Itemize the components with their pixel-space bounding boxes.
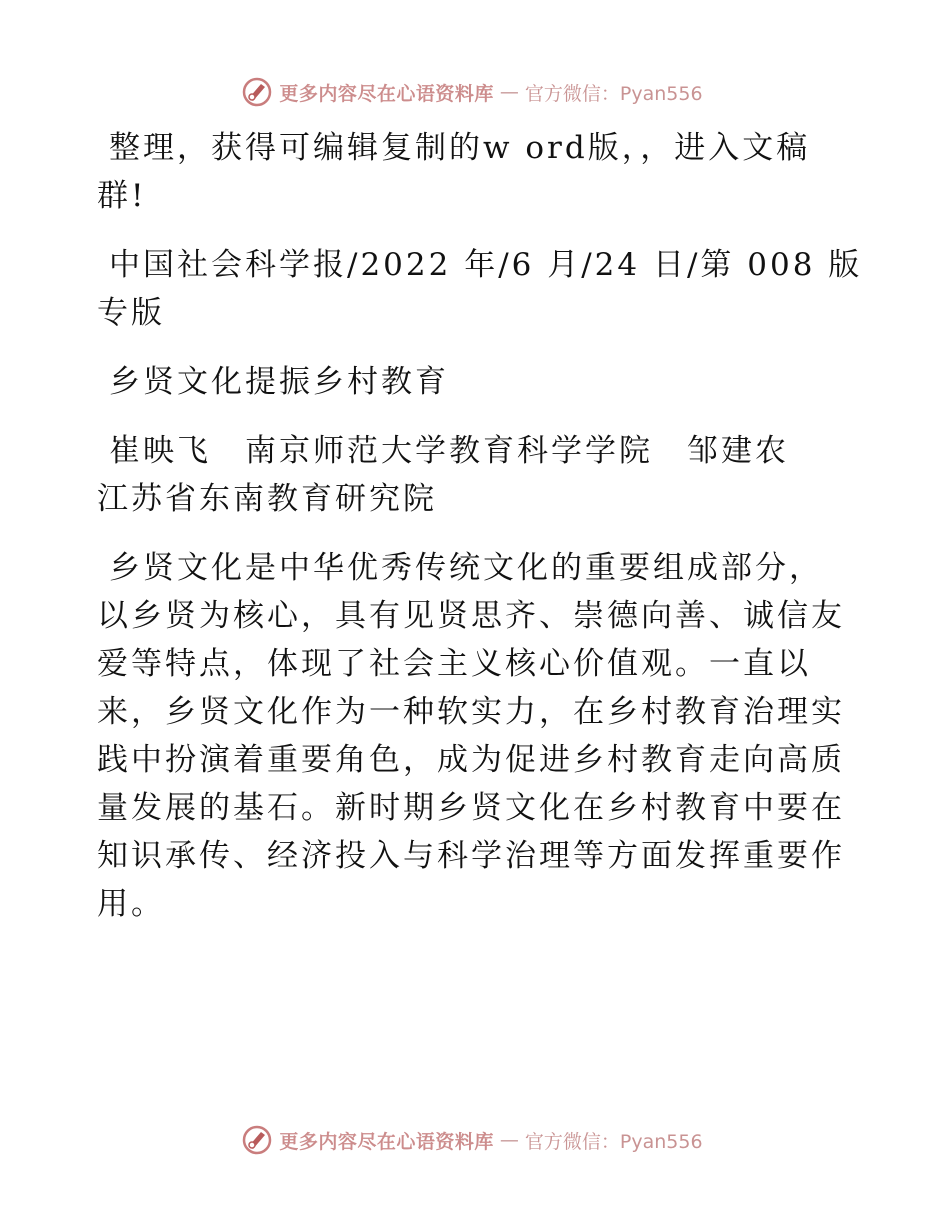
body-line: 量发展的基石。新时期乡贤文化在乡村教育中要在 [97,790,845,826]
intro-paragraph [97,124,857,220]
author-paragraph [97,427,857,523]
source-line: 专版 [97,295,165,331]
watermark-contact: 官方微信：Pyan556 [524,82,703,105]
watermark-group [241,76,702,108]
watermark-dash: — [499,1129,519,1151]
body-paragraph [97,544,857,928]
watermark-group [241,1124,702,1156]
header-watermark [0,72,950,112]
article-title-text: 乡贤文化提振乡村教育 [109,364,449,400]
body-line: 践中扮演着重要角色，成为促进乡村教育走向高质 [97,742,845,778]
body-line: 爱等特点，体现了社会主义核心价值观。一直以 [97,646,811,682]
logo-icon [241,1124,273,1156]
source-line: 中国社会科学报/2022 年/6 月/24 日/第 008 版 [109,247,863,283]
body-line: 乡贤文化是中华优秀传统文化的重要组成部分， [109,550,823,586]
watermark-dash: — [499,81,519,103]
body-line: 用。 [97,886,165,922]
intro-line: 整理，获得可编辑复制的w ord版，，进入文稿 [109,130,811,166]
intro-line: 群! [97,178,147,214]
watermark-text: 更多内容尽在心语资料库 [279,1130,494,1153]
body-line: 来，乡贤文化作为一种软实力，在乡村教育治理实 [97,694,845,730]
footer-watermark [0,1120,950,1160]
article-title [97,358,857,406]
body-line: 以乡贤为核心，具有见贤思齐、崇德向善、诚信友 [97,598,845,634]
watermark-contact: 官方微信：Pyan556 [524,1130,703,1153]
source-paragraph [97,241,863,337]
document-body [97,124,863,949]
author-line: 崔映飞 南京师范大学教育科学学院 邹建农 [109,433,789,469]
author-line: 江苏省东南教育研究院 [97,481,437,517]
watermark-text: 更多内容尽在心语资料库 [279,82,494,105]
body-line: 知识承传、经济投入与科学治理等方面发挥重要作 [97,838,845,874]
logo-icon [241,76,273,108]
